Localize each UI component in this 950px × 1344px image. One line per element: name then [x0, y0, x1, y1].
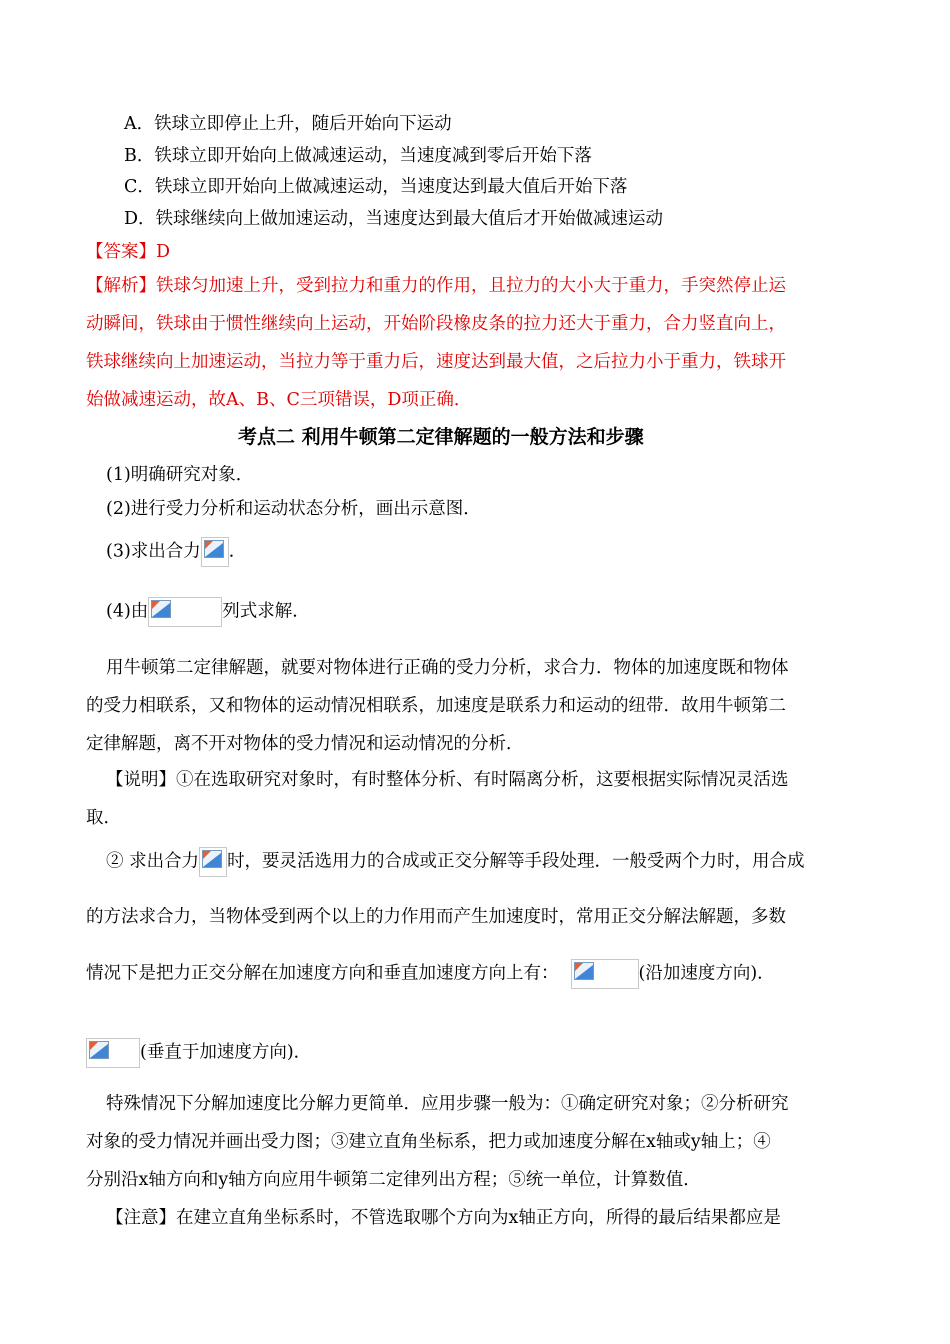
step-3-end: ．	[228, 541, 247, 562]
answer-text: 【答案】D	[86, 242, 171, 262]
option-d: D．铁球继续向上做加速运动，当速度达到最大值后才开始做减速运动	[124, 209, 664, 229]
broken-image-icon	[574, 962, 594, 980]
option-a: A．铁球立即停止上升，随后开始向下运动	[124, 114, 452, 134]
analysis-line-1: 【解析】铁球匀加速上升，受到拉力和重力的作用，且拉力的大小大于重力，手突然停止运	[86, 276, 786, 296]
option-b: B．铁球立即开始向上做减速运动，当速度减到零后开始下落	[124, 146, 592, 166]
section-title: 考点二 利用牛顿第二定律解题的一般方法和步骤	[238, 426, 644, 448]
formula-image-placeholder	[201, 537, 229, 567]
para1-line-3: 定律解题，离不开对物体的受力情况和运动情况的分析．	[86, 734, 524, 754]
para2-line-1: 特殊情况下分解加速度比分解力更简单．应用步骤一般为：①确定研究对象；②分析研究	[106, 1094, 789, 1114]
para2-line-3: 分别沿x轴方向和y轴方向应用牛顿第二定律列出方程；⑤统一单位，计算数值．	[86, 1170, 701, 1190]
note1-line-4: 的方法求合力，当物体受到两个以上的力作用而产生加速度时，常用正交分解法解题，多数	[86, 907, 786, 927]
note1-line-6	[86, 1038, 311, 1068]
para1-line-1: 用牛顿第二定律解题，就要对物体进行正确的受力分析，求合力．物体的加速度既和物体	[106, 658, 789, 678]
note1-line-5-end: (沿加速度方向)．	[638, 963, 775, 984]
note1-line-6-text: (垂直于加速度方向)．	[140, 1042, 312, 1063]
note1-line-1: 【说明】①在选取研究对象时，有时整体分析、有时隔离分析，这要根据实际情况灵活选	[106, 770, 789, 790]
step-4-end: 列式求解．	[222, 601, 310, 622]
broken-image-icon	[204, 540, 224, 558]
formula-image-placeholder	[148, 597, 222, 627]
broken-image-icon	[151, 600, 171, 618]
formula-image-placeholder	[571, 959, 639, 989]
step-1: (1)明确研究对象．	[106, 465, 254, 485]
note1-line-5-text: 情况下是把力正交分解在加速度方向和垂直加速度方向上有：	[86, 963, 559, 984]
note2-line-1: 【注意】在建立直角坐标系时，不管选取哪个方向为x轴正方向，所得的最后结果都应是	[106, 1208, 781, 1228]
step-3-text: (3)求出合力	[106, 541, 201, 562]
para2-line-2: 对象的受力情况并画出受力图；③建立直角坐标系，把力或加速度分解在x轴或y轴上；④	[86, 1132, 771, 1152]
note1-line-2: 取．	[86, 808, 121, 828]
option-c: C．铁球立即开始向上做减速运动，当速度达到最大值后开始下落	[124, 177, 628, 197]
formula-image-placeholder	[86, 1038, 140, 1068]
note1-line-5	[86, 959, 775, 989]
note1-line-3	[106, 847, 805, 877]
broken-image-icon	[89, 1041, 109, 1059]
analysis-line-3: 铁球继续向上加速运动，当拉力等于重力后，速度达到最大值，之后拉力小于重力，铁球开	[86, 352, 786, 372]
step-2: (2)进行受力分析和运动状态分析，画出示意图．	[106, 499, 481, 519]
para1-line-2: 的受力相联系，又和物体的运动情况相联系，加速度是联系力和运动的纽带．故用牛顿第二	[86, 696, 786, 716]
note1-line-3-rest: 时，要灵活选用力的合成或正交分解等手段处理．一般受两个力时，用合成	[227, 851, 805, 872]
analysis-line-2: 动瞬间，铁球由于惯性继续向上运动，开始阶段橡皮条的拉力还大于重力，合力竖直向上，	[86, 314, 786, 334]
analysis-line-4: 始做减速运动，故A、B、C三项错误，D项正确．	[86, 390, 472, 410]
step-4	[106, 597, 310, 627]
formula-image-placeholder	[199, 847, 227, 877]
broken-image-icon	[202, 850, 222, 868]
step-3	[106, 537, 246, 567]
step-4-text: (4)由	[106, 601, 149, 622]
note1-line-3-text: ② 求出合力	[106, 851, 200, 872]
